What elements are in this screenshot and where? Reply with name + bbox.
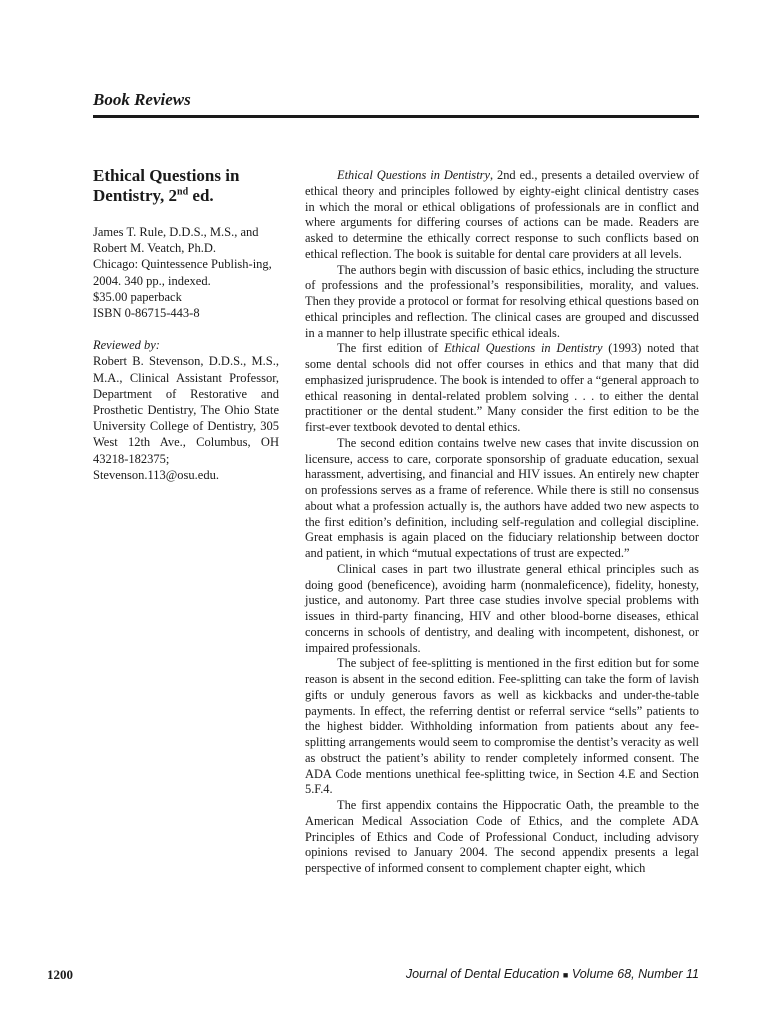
review-paragraph-1-text: , 2nd ed., presents a detailed overview of ethical theory and principles followed by eighty-eight clinical dentistry cases in which the moral or ethical obligations of professionals are in conflict and where arguments for differing courses of actions can be made. Readers are asked to determine the ethically correct response to such conflicts based on ethical reflection. The book is suitable for dental care providers at all levels. [305, 168, 699, 261]
review-paragraph-3 [305, 341, 699, 436]
book-price: $35.00 paperback [93, 289, 182, 304]
review-paragraph-4: The second edition contains twelve new cases that invite discussion on licensure, access to care, corporate sponsorship of graduate education, sexual harassment, advertising, and financial and HIV issues. An entirely new chapter on professions serves as a frame of reference. While there is still no consensus about what a profession actually is, the authors have added two new aspects to the first edition’s definition, including self-regulation and collegial discipline. Great emphasis is again placed on the fiduciary relationship between doctor and patient, in which “mutual expectations of trust are expected.” [305, 435, 699, 560]
book-publisher: Chicago: Quintessence Publish-ing, 2004. 340 pp., indexed. [93, 257, 272, 288]
reviewer-info: Robert B. Stevenson, D.D.S., M.S., M.A., Clinical Assistant Professor, Department of Restorative and Prosthetic Dentistry, The Ohio State University College of Dentistry, 305 West 12th Ave., Columbus, OH 43218-182375; Stevenson.113@osu.edu. [93, 354, 279, 482]
section-title: Book Reviews [93, 90, 191, 109]
journal-footer [406, 967, 699, 981]
book-authors-line-1: James T. Rule, D.D.S., M.S., and [93, 225, 259, 239]
review-paragraph-7: The first appendix contains the Hippocratic Oath, the preamble to the American Medical Association Code of Ethics, and the complete ADA Principles of Ethics and Code of Professional Conduct, including advisory opinions revised to January 2004. The second appendix presents a legal perspective of informed consent to complement chapter eight, which [305, 798, 699, 875]
review-paragraph-2: The authors begin with discussion of basic ethics, including the structure of professions and the professional’s responsibilities, morality, and values. Then they provide a protocol or format for resolving ethical questions based on ethical principles and reflection. The clinical cases are grouped and discussed in a manner to help illustrate specific ethical ideals. [305, 262, 699, 340]
header-rule [93, 115, 699, 118]
book-title [93, 166, 279, 206]
reviewed-by-label: Reviewed by: [93, 338, 160, 353]
book-title-italic: Ethical Questions in Dentistry [337, 168, 490, 182]
book-authors-line-2: Robert M. Veatch, Ph.D. [93, 241, 217, 256]
bullet-separator: ■ [562, 970, 569, 980]
review-paragraph-1 [305, 168, 699, 263]
review-body [305, 168, 699, 877]
journal-name: Journal of Dental Education [405, 967, 560, 981]
book-isbn: ISBN 0-86715-443-8 [93, 306, 200, 321]
book-title-italic: Ethical Questions in Dentistry [444, 341, 603, 356]
review-paragraph-3-start: The first edition of [337, 341, 445, 356]
journal-volume: Volume 68, Number 11 [571, 967, 699, 981]
review-paragraph-3-text: (1993) noted that some dental schools did not offer courses in ethics and that many that did emphasized jurisprudence. The book is intended to offer a “general approach to ethical reasoning in dental-related problem solving . . . to either the dental practitioner or the dental student.” Many consider the first edition to be the first-ever textbook devoted to dental ethics. [305, 341, 699, 434]
book-title-main: Ethical Questions in Dentistry, 2 [93, 166, 240, 205]
review-paragraph-5: Clinical cases in part two illustrate general ethical principles such as doing good (beneficence), avoiding harm (nonmaleficence), fidelity, honesty, justice, and autonomy. Part three case studies involve special problems with issues in third-party financing, HIV and other blood-borne diseases, ethical concerns in schools of dentistry, and dealing with incompetent, dishonest, or impaired professionals. [305, 561, 699, 655]
book-title-superscript: nd [177, 186, 189, 198]
book-info-column [93, 166, 279, 483]
review-paragraph-6: The subject of fee-splitting is mentioned in the first edition but for some reason is absent in the second edition. Fee-splitting can take the form of lavish gifts or unduly generous favors as well as kickbacks and under-the-table payments. In effect, the referring dentist or referral service “sells” patients to the highest bidder. Withholding information from patients about any fee-splitting arrangements would seem to compromise the dentist’s veracity as well as obstruct the patient’s ability to render completely informed consent. The ADA Code mentions unethical fee-splitting twice, in Section 4.E and Section 5.F.4. [305, 656, 699, 797]
page-number: 1200 [47, 967, 73, 982]
book-title-tail: ed. [188, 186, 214, 205]
